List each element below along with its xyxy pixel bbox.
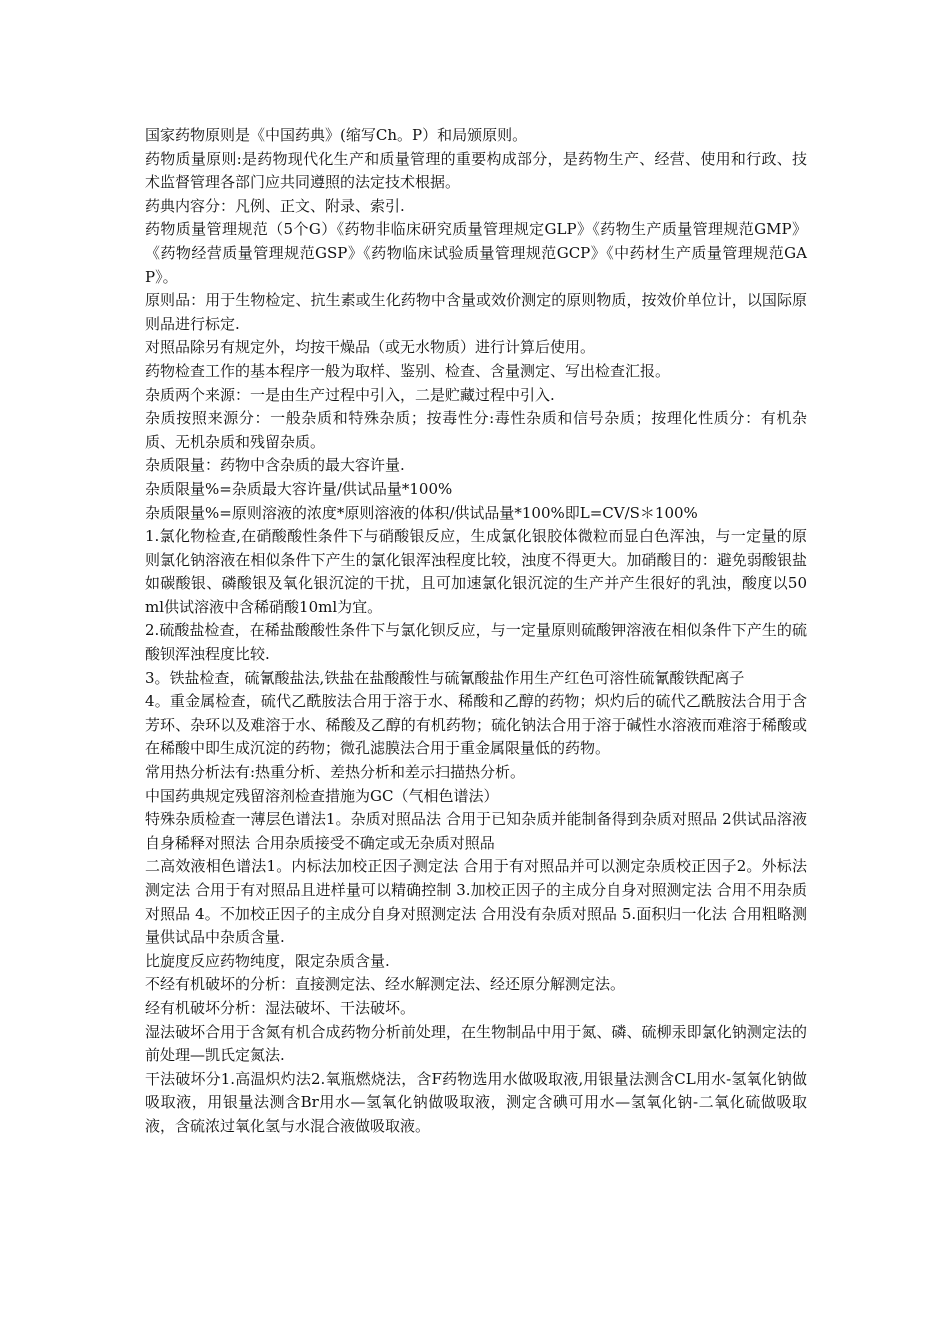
- paragraph-impurity-limit-formula-1: 杂质限量%=杂质最大容许量/供试品量*100%: [145, 479, 453, 498]
- paragraph-iron-test: 3。铁盐检查，硫氰酸盐法,铁盐在盐酸酸性与硫氰酸盐作用生产红色可溶性硫氰酸铁配离子: [145, 668, 745, 687]
- paragraph-national-standard: 国家药物原则是《中国药典》(缩写Ch。P）和局颁原则。: [145, 126, 528, 144]
- paragraph-quality-management-codes: 药物质量管理规范（5个G）《药物非临床研究质量管理规定GLP》《药物生产质量管理规范GMP》《药物经营质量管理规范GSP》《药物临床试验质量管理规范GCP》《中药材生产质量管理规范GAP》。: [145, 220, 807, 286]
- paragraph-sulfate-test: 2.硫酸盐检查，在稀盐酸酸性条件下与氯化钡反应，与一定量原则硫酸钾溶液在相似条件下产生的硫酸钡浑浊程度比较.: [145, 621, 807, 664]
- paragraph-quality-standard: 药物质量原则:是药物现代化生产和质量管理的重要构成部分，是药物生产、经营、使用和行政、技术监督管理各部门应共同遵照的法定技术根据。: [145, 149, 807, 192]
- paragraph-tlc-method: 特殊杂质检查一薄层色谱法1。杂质对照品法 合用于已知杂质并能制备得到杂质对照品 2供试品溶液自身稀释对照法 合用杂质接受不确定或无杂质对照品: [145, 810, 807, 852]
- paragraph-wet-destruction: 湿法破坏合用于含氮有机合成药物分析前处理，在生物制品中用于氮、磷、硫柳汞即氯化钠测定法的前处理—凯氏定氮法.: [145, 1022, 807, 1065]
- paragraph-dry-destruction: 干法破坏分1.高温炽灼法2.氧瓶燃烧法，含F药物选用水做吸取液,用银量法测含CL用水-氢氧化钠做吸取液，用银量法测含Br用水—氢氧化钠做吸取液，测定含碘可用水—氢氧化钠-二氧化硫做吸取液，含硫浓过氧化氢与水混合液做吸取液。: [145, 1069, 807, 1135]
- paragraph-chloride-test: 1.氯化物检查,在硝酸酸性条件下与硝酸银反应，生成氯化银胶体微粒而显白色浑浊，与一定量的原则氯化钠溶液在相似条件下产生的氯化银浑浊程度比较，浊度不得更大。加硝酸目的：避免弱酸银盐如碳酸银、磷酸银及氧化银沉淀的干扰，且可加速氯化银沉淀的生产并产生很好的乳浊，酸度以50ml供试溶液中含稀硝酸10ml为宜。: [145, 527, 807, 616]
- paragraph-specific-rotation: 比旋度反应药物纯度，限定杂质含量.: [145, 951, 390, 970]
- paragraph-thermal-analysis: 常用热分析法有:热重分析、差热分析和差示扫描热分析。: [145, 763, 526, 782]
- paragraph-impurity-limit-formula-2: 杂质限量%=原则溶液的浓度*原则溶液的体积/供试品量*100%即L=CV/S＊100%: [145, 503, 698, 522]
- paragraph-hplc-method: 二高效液相色谱法1。内标法加校正因子测定法 合用于有对照品并可以测定杂质校正因子2。外标法测定法 合用于有对照品且进样量可以精确控制 3.加校正因子的主成分自身对照测定法 合用不用杂质对照品 4。不加校正因子的主成分自身对照测定法 合用没有杂质对照品 5.面积归一化法 合用粗略测量供试品中杂质含量.: [145, 857, 807, 947]
- paragraph-reference-substance: 对照品除另有规定外，均按干燥品（或无水物质）进行计算后使用。: [145, 338, 596, 357]
- paragraph-pharmacopoeia-contents: 药典内容分：凡例、正文、附录、索引.: [145, 196, 405, 215]
- paragraph-destructive-analysis: 经有机破坏分析：湿法破坏、干法破坏。: [145, 998, 416, 1017]
- paragraph-impurity-sources: 杂质两个来源：一是由生产过程中引入，二是贮藏过程中引入.: [145, 385, 555, 404]
- paragraph-inspection-procedure: 药物检查工作的基本程序一般为取样、鉴别、检查、含量测定、写出检查汇报。: [145, 361, 671, 380]
- paragraph-residual-solvent: 中国药典规定残留溶剂检查措施为GC（气相色谱法）: [145, 786, 499, 805]
- document-body: [145, 124, 807, 1139]
- paragraph-non-destructive-analysis: 不经有机破坏的分析：直接测定法、经水解测定法、经还原分解测定法。: [145, 975, 626, 994]
- paragraph-impurity-limit: 杂质限量：药物中含杂质的最大容许量.: [145, 456, 405, 475]
- paragraph-impurity-classification: 杂质按照来源分：一般杂质和特殊杂质；按毒性分:毒性杂质和信号杂质；按理化性质分：有机杂质、无机杂质和残留杂质。: [145, 409, 807, 451]
- paragraph-reference-standard: 原则品：用于生物检定、抗生素或生化药物中含量或效价测定的原则物质，按效价单位计，以国际原则品进行标定.: [145, 291, 807, 333]
- paragraph-heavy-metal-test: 4。重金属检查，硫代乙酰胺法合用于溶于水、稀酸和乙醇的药物；炽灼后的硫代乙酰胺法合用于含芳环、杂环以及难溶于水、稀酸及乙醇的有机药物；硫化钠法合用于溶于碱性水溶液而难溶于稀酸或在稀酸中即生成沉淀的药物；微孔滤膜法合用于重金属限量低的药物。: [145, 692, 807, 758]
